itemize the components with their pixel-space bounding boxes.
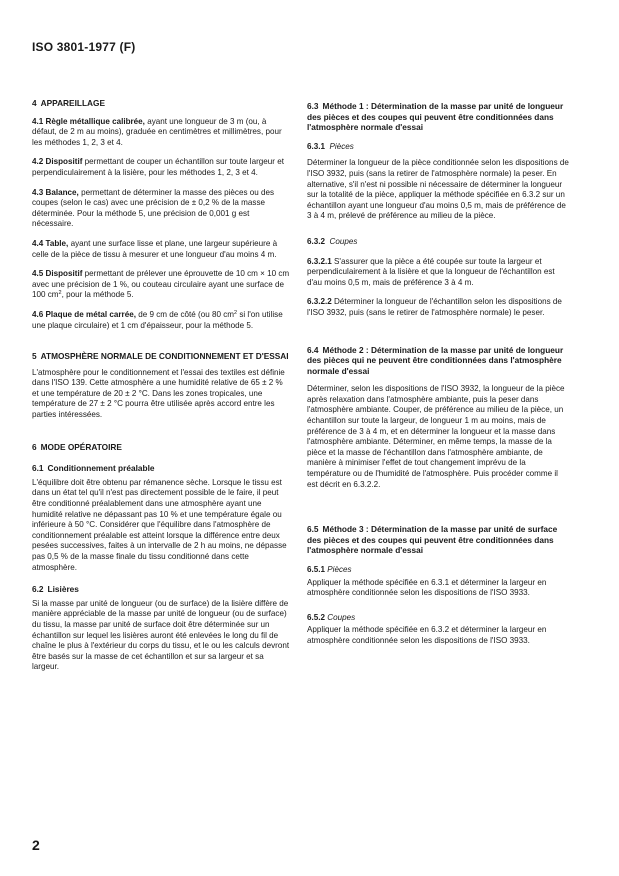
para-4-4: 4.4 Table, ayant une surface lisse et plane, une largeur supérieure à celle de la pièce de tissu à mesurer et une longueur d'au moins 4 m. xyxy=(32,238,278,259)
para-4-2: 4.2 Dispositif permettant de couper un échantillon sur toute largeur et perpendiculairement à la lisière, pour les méthodes 1, 2, 3 et 4. xyxy=(32,157,284,177)
subsection-6-3-1-heading: 6.3.1 Pièces xyxy=(307,141,354,151)
subsection-6-5-1-text: Appliquer la méthode spécifiée en 6.3.1 et déterminer la largeur en atmosphère conditionnée selon les dispositions de l'ISO 3933. xyxy=(307,577,547,598)
para-6-3-2-1: 6.3.2.1 S'assurer que la pièce a été coupée sur toute la largeur et perpendiculairement à la lisière et que la longueur de l'échantillon est d'au moins 0,5 m, mais de préférence 3 à 4 m. xyxy=(307,256,555,287)
subsection-6-4-heading: 6.4 Méthode 2 : Détermination de la masse par unité de longueur des pièces qui ne peuvent être conditionnées dans l'atmosphère normale d'essai xyxy=(307,344,564,376)
right-column xyxy=(307,101,569,647)
subsection-6-1-heading: 6.1 Conditionnement préalable xyxy=(32,463,155,474)
page-number: 2 xyxy=(32,837,40,853)
section-5-heading: 5 ATMOSPHÈRE NORMALE DE CONDITIONNEMENT ET D'ESSAI xyxy=(32,351,289,362)
para-4-5: 4.5 Dispositif permettant de prélever une éprouvette de 10 cm × 10 cm avec une précision de 1 %, ou couteau circulaire ayant une surface de 100 $cm^2$, pour la méthode 5. xyxy=(32,269,290,300)
document-header: ISO 3801-1977 (F) xyxy=(32,40,136,54)
subsection-6-2-heading: 6.2 Lisières xyxy=(32,584,79,595)
section-4-heading: 4 APPAREILLAGE xyxy=(32,98,106,108)
para-6-3-2-2: 6.3.2.2 Déterminer la longueur de l'échantillon selon les dispositions de l'ISO 3932, puis (sans le retirer de l'atmosphère normale) le peser. xyxy=(307,297,562,317)
subsection-6-3-1-text: Déterminer la longueur de la pièce conditionnée selon les dispositions de l'ISO 3932, puis (sans la retirer de l'atmosphère normale) la peser. En alternative, s'il n'est ni possible ni nécessaire de déterminer la longueur sur la totalité de la pièce, appliquer la méthode spécifiée en 6.3.2 sur un échantillon ayant une longueur d'au moins 0,5 m, mais de préférence de 3 à 4 m, prélevé de préférence au milieu de la pièce. xyxy=(307,158,569,221)
subsection-6-5-2-heading: 6.5.2 Coupes xyxy=(307,612,356,622)
section-5-text: L'atmosphère pour le conditionnement et l'essai des textiles est définie dans l'ISO 139. Cette atmosphère a une humidité relative de 65 ± 2 % et une température de 20 ± 2 °C. Dans les zones tropicales, une température de 27 ± 2 °C pourra être utilisée après accord entre les parties intéressées. xyxy=(32,367,285,420)
section-6-heading: 6 MODE OPÉRATOIRE xyxy=(32,441,122,452)
subsection-6-5-1-heading: 6.5.1 Pièces xyxy=(307,565,352,574)
para-4-1: 4.1 Règle métallique calibrée, ayant une longueur de 3 m (ou, à défaut, de 2 m au moins), graduée en centimètres et millimètres, pour les méthodes 1, 2, 3 et 4. xyxy=(32,116,282,147)
para-4-6: 4.6 Plaque de métal carrée, de 9 cm de côté (ou 80 $cm^2$ si l'on utilise une plaque circulaire) et 1 cm d'épaisseur, pour la méthode 5. xyxy=(32,309,283,330)
subsection-6-3-2-heading: 6.3.2 Coupes xyxy=(307,236,358,246)
subsection-6-1-text: L'équilibre doit être obtenu par rémanence sèche. Lorsque le tissu est dans un état tel qu'il n'est pas directement possible de le faire, il peut être conditionné préalablement dans une atmosphère ayant une humidité relative ne dépassant pas 10 % et une température égale ou inférieure à 50 °C. Considérer que l'équilibre dans l'atmosphère de conditionnement préalable est atteint lorsque la différence entre deux pesées successives, faites à un intervalle de 2 h au moins, ne dépasse pas 0,5 % de la masse finale du tissu conditionné dans cette atmosphère. xyxy=(32,477,287,572)
subsection-6-3-heading: 6.3 Méthode 1 : Détermination de la masse par unité de longueur des pièces et des coupes qui peuvent être conditionnées dans l'atmosphère normale d'essai xyxy=(307,101,564,133)
subsection-6-2-text: Si la masse par unité de longueur (ou de surface) de la lisière diffère de manière appréciable de la masse par unité de longueur (ou de surface) du tissu, la masse par unité de surface doit être déterminée sur un échantillon sur lequel les lisières auront été enlevées le long du fil de chaîne le plus à l'extérieur du corps du tissu, et le ou les calculs devront être basés sur la masse de cet échantillon et sur sa largeur et sa largeur. xyxy=(32,598,290,672)
subsection-6-5-2-text: Appliquer la méthode spécifiée en 6.3.2 et déterminer la largeur en atmosphère conditionnée selon les dispositions de l'ISO 3933. xyxy=(307,625,547,645)
subsection-6-5-heading: 6.5 Méthode 3 : Détermination de la masse par unité de surface des pièces et des coupes qui peuvent être conditionnées dans l'atmosphère normale d'essai xyxy=(307,524,558,556)
subsection-6-4-text: Déterminer, selon les dispositions de l'ISO 3932, la longueur de la pièce après relaxation dans l'atmosphère ambiante, puis la peser dans l'atmosphère ambiante. Couper, de préférence au milieu de la pièce, un échantillon sur toute la largeur, de longueur 1 m au moins, mais de préférence de 3 à 4 m, et en déterminer la longueur et la masse dans l'atmosphère ambiante. Déterminer, en même temps, la masse de la pièce et la masse de l'échantillon dans l'atmosphère ambiante, de manière à minimiser l'effet de tout changement imprévu de la température ou de l'humidité de l'atmosphère. Puis procéder comme il est décrit en 6.3.2.2. xyxy=(307,384,565,489)
left-column xyxy=(32,98,290,673)
para-4-3: 4.3 Balance, permettant de déterminer la masse des pièces ou des coupes (selon le cas) avec une précision de ± 0,2 % de la masse déterminée. Pour la méthode 5, une précision de 0,001 g est nécessaire. xyxy=(32,187,275,229)
